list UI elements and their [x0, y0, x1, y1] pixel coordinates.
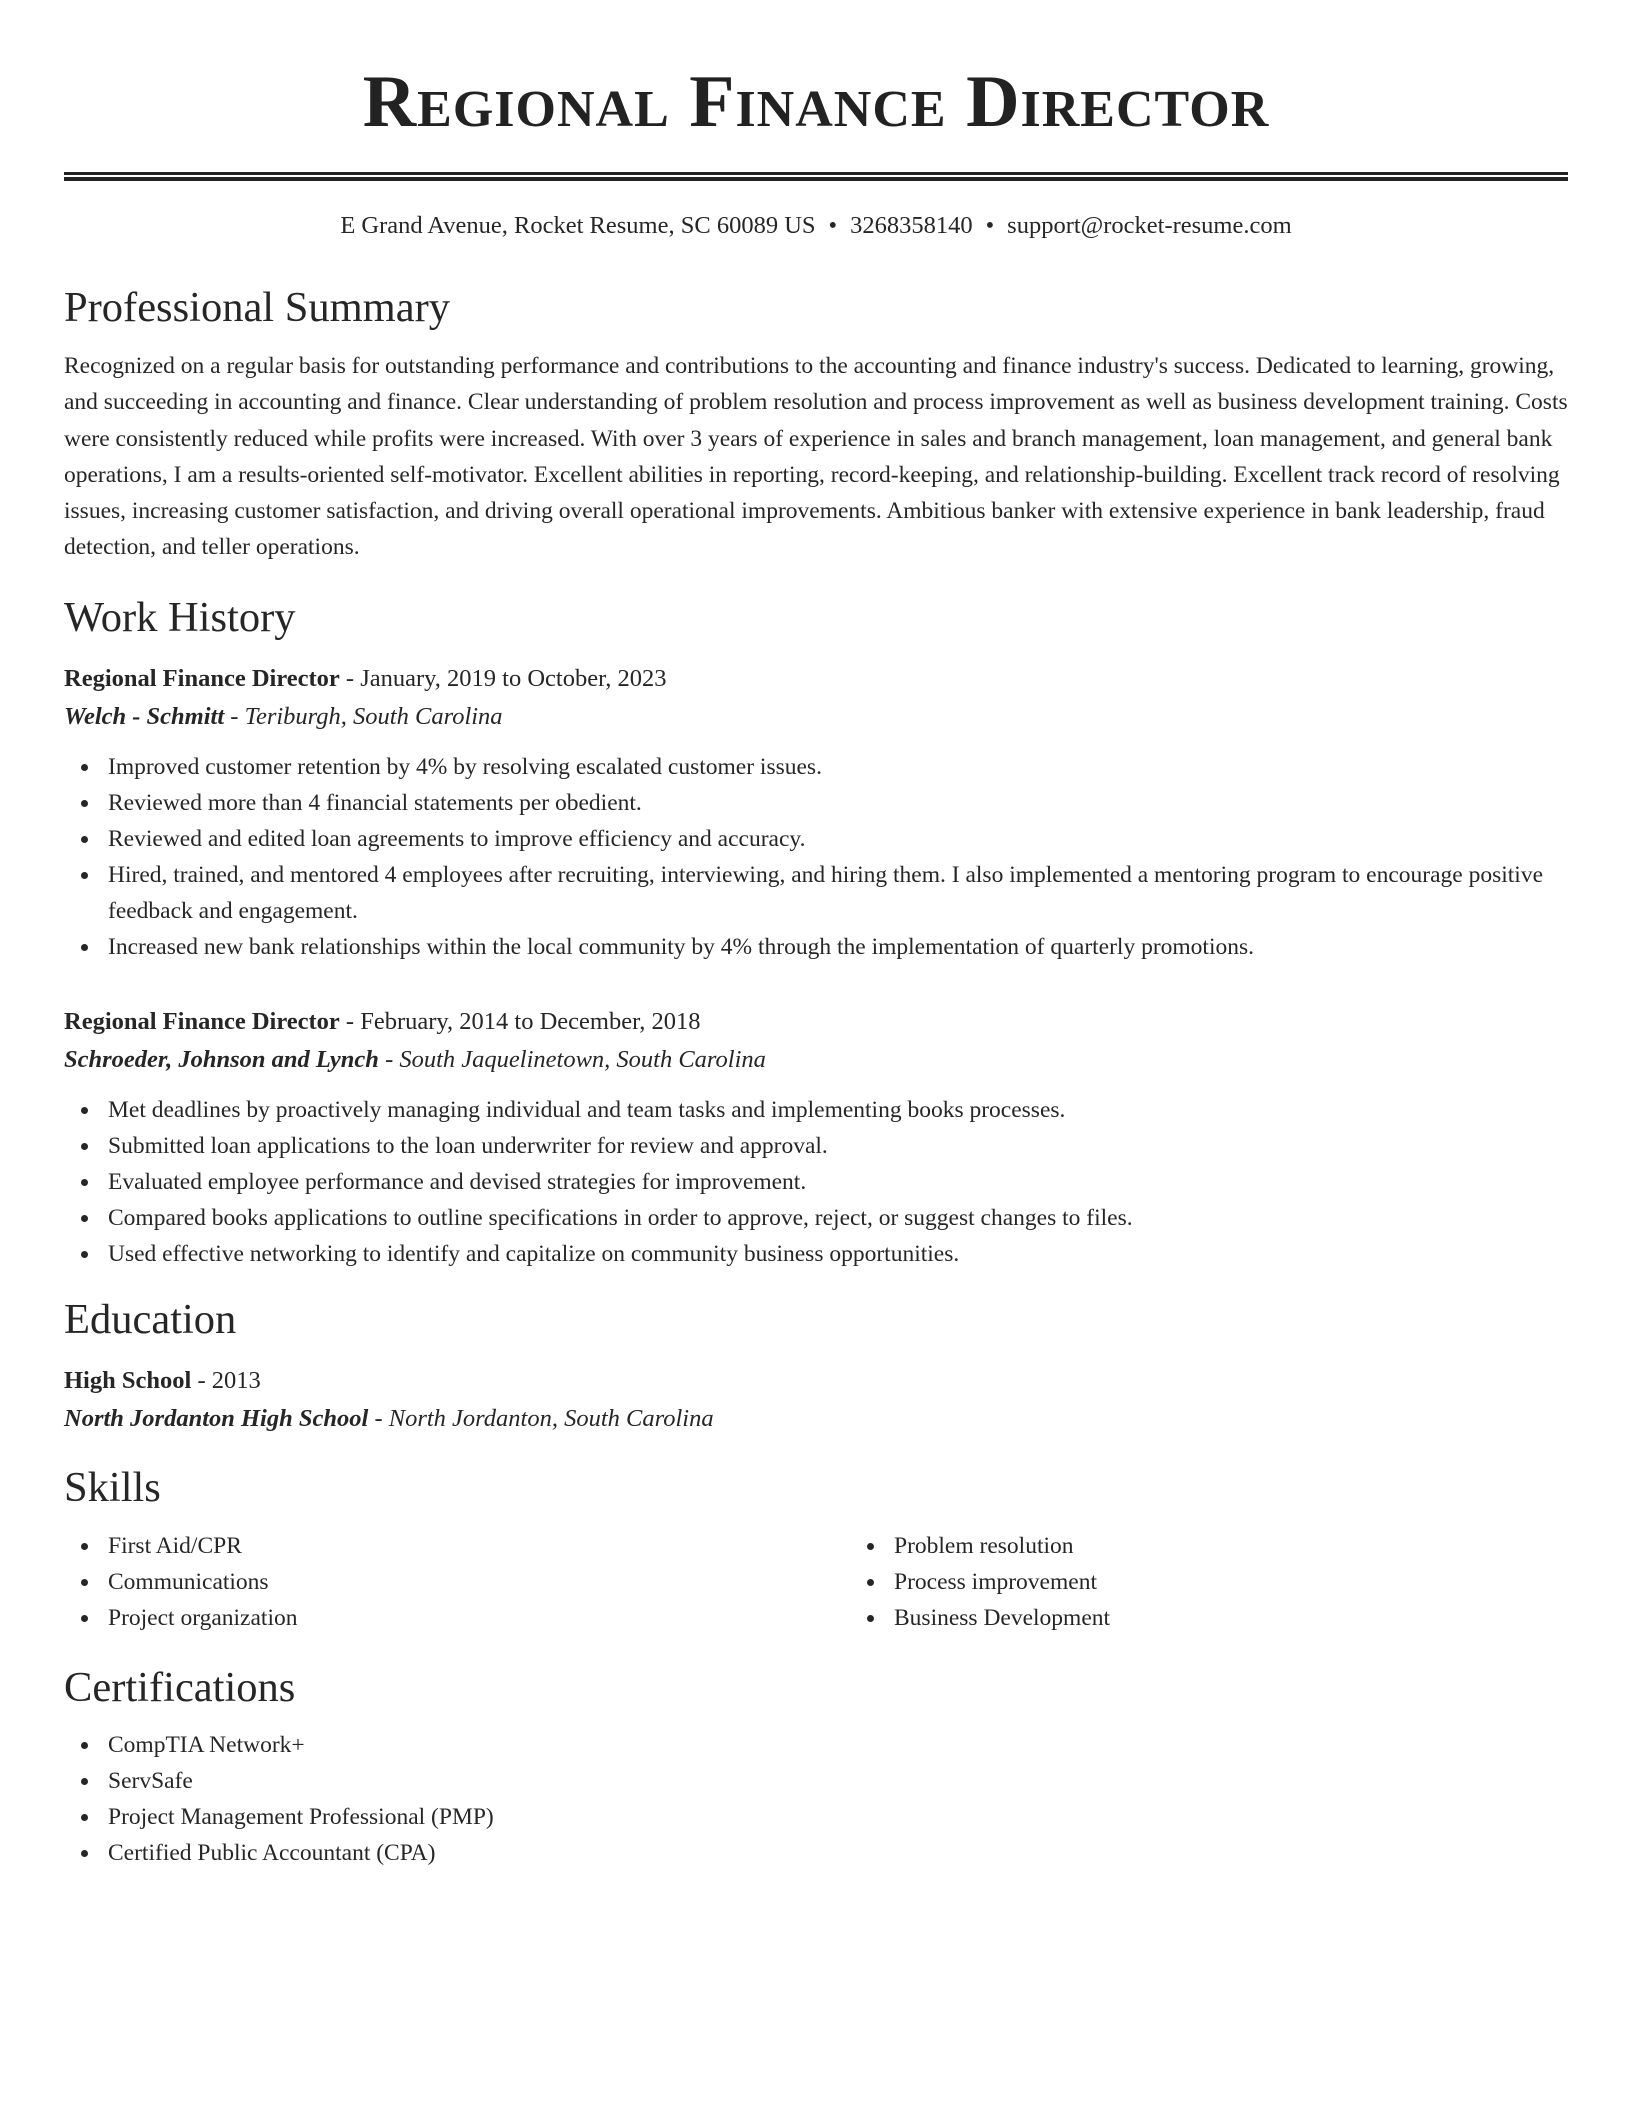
separator-dot: • — [828, 212, 838, 239]
skill-item: Business Development — [894, 1600, 1632, 1636]
certifications-heading: Certifications — [64, 1663, 296, 1711]
list-item: Reviewed and edited loan agreements to improve efficiency and accuracy. — [108, 821, 1568, 857]
list-item: Hired, trained, and mentored 4 employees after recruiting, interviewing, and hiring them. I also implemented a mentoring program to encourage positive feedback and engagement. — [108, 857, 1568, 929]
certifications-list — [64, 1727, 1568, 1871]
job-title-line — [64, 1003, 1568, 1041]
contact-line — [64, 209, 1568, 243]
certification-item: Certified Public Accountant (CPA) — [108, 1835, 1568, 1871]
list-item: Submitted loan applications to the loan underwriter for review and approval. — [108, 1128, 1568, 1164]
job-location: - Teriburgh, South Carolina — [224, 702, 503, 730]
list-item: Met deadlines by proactively managing individual and team tasks and implementing books processes. — [108, 1092, 1568, 1128]
skill-item: Project organization — [108, 1600, 850, 1636]
summary-text: Recognized on a regular basis for outstanding performance and contributions to the accounting and finance industry's success. Dedicated to learning, growing, and succeeding in accounting and finance. Clear understanding of problem resolution and process improvement as well as business development training. Costs were consistently reduced while profits were increased. With over 3 years of experience in sales and branch management, loan management, and general bank operations, I am a results-oriented self-motivator. Excellent abilities in reporting, record-keeping, and relationship-building. Excellent track record of resolving issues, increasing customer satisfaction, and driving overall operational improvements. Ambitious banker with extensive experience in bank leadership, fraud detection, and teller operations. — [64, 353, 1568, 561]
skills-column-left — [64, 1528, 850, 1636]
school-name: North Jordanton High School — [64, 1404, 369, 1432]
list-item: Compared books applications to outline specifications in order to approve, reject, or suggest changes to files. — [108, 1200, 1568, 1236]
list-item: Increased new bank relationships within the local community by 4% through the implementation of quarterly promotions. — [108, 929, 1568, 965]
separator-dot: • — [985, 212, 995, 239]
skill-item: Communications — [108, 1564, 850, 1600]
list-item: Evaluated employee performance and devised strategies for improvement. — [108, 1164, 1568, 1200]
education-entry — [64, 1362, 1568, 1438]
job-entry — [64, 1003, 1568, 1272]
list-item: Improved customer retention by 4% by resolving escalated customer issues. — [108, 749, 1568, 785]
graduation-year: - 2013 — [191, 1366, 261, 1394]
job-title-line — [64, 660, 1568, 698]
job-dates: - January, 2019 to October, 2023 — [339, 664, 667, 692]
list-item: Used effective networking to identify and capitalize on community business opportunities. — [108, 1236, 1568, 1272]
contact-address: E Grand Avenue, Rocket Resume, SC 60089 US — [340, 212, 816, 239]
school-line — [64, 1400, 1568, 1438]
job-bullet-list — [64, 749, 1568, 965]
job-dates: - February, 2014 to December, 2018 — [339, 1007, 701, 1035]
skills-grid — [64, 1528, 1568, 1636]
skills-heading: Skills — [64, 1463, 161, 1511]
summary-heading: Professional Summary — [64, 284, 451, 331]
education-heading: Education — [64, 1295, 237, 1343]
job-title: Regional Finance Director — [64, 664, 340, 692]
skill-item: First Aid/CPR — [108, 1528, 850, 1564]
certification-item: CompTIA Network+ — [108, 1727, 1568, 1763]
contact-phone: 3268358140 — [850, 212, 973, 239]
job-company: Schroeder, Johnson and Lynch — [64, 1045, 379, 1073]
job-title: Regional Finance Director — [64, 1007, 340, 1035]
list-item: Reviewed more than 4 financial statements per obedient. — [108, 785, 1568, 821]
job-company-line — [64, 1041, 1568, 1079]
job-bullet-list — [64, 1092, 1568, 1272]
job-company: Welch - Schmitt — [64, 702, 225, 730]
job-company-line — [64, 698, 1568, 736]
degree-line — [64, 1362, 1568, 1400]
job-entry — [64, 660, 1568, 965]
double-rule-divider — [64, 172, 1568, 181]
degree: High School — [64, 1366, 192, 1394]
job-location: - South Jaquelinetown, South Carolina — [378, 1045, 766, 1073]
skill-item: Process improvement — [894, 1564, 1632, 1600]
certification-item: Project Management Professional (PMP) — [108, 1799, 1568, 1835]
skill-item: Problem resolution — [894, 1528, 1632, 1564]
work-history-heading: Work History — [64, 593, 296, 641]
contact-email: support@rocket-resume.com — [1007, 212, 1292, 239]
page-title: Regional Finance Director — [362, 61, 1270, 143]
skills-column-right — [850, 1528, 1632, 1636]
certification-item: ServSafe — [108, 1763, 1568, 1799]
school-location: - North Jordanton, South Carolina — [368, 1404, 714, 1432]
